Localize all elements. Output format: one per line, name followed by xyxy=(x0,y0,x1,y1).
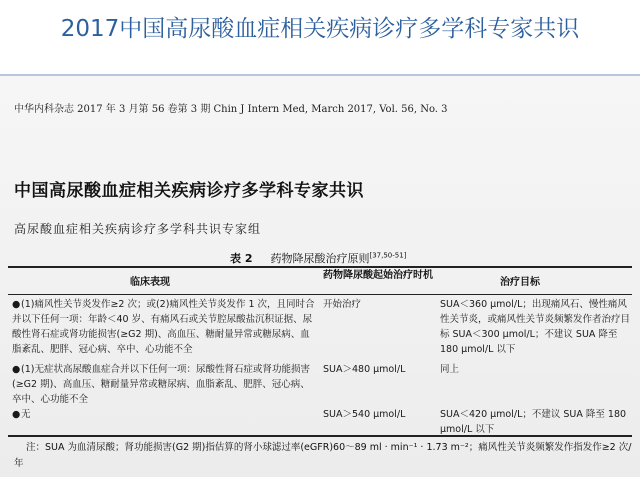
header-clinical: 临床表现 xyxy=(130,277,170,288)
table-bottom-rule xyxy=(8,435,632,437)
table-note: 注：SUA 为血清尿酸；肾功能损害(G2 期)指估算的肾小球滤过率(eGFR)60～89 ml · min⁻¹ · 1.73 m⁻²；痛风性关节炎频繁发作指发作≥2 次/年 xyxy=(14,442,632,469)
table-caption-text: 药物降尿酸治疗原则 xyxy=(270,252,370,265)
row-target: SUA＜420 μmol/L；不建议 SUA 降至 180 μmol/L 以下 xyxy=(440,409,627,435)
table-row xyxy=(12,362,317,407)
slide-title: 2017中国高尿酸血症相关疾病诊疗多学科专家共识 xyxy=(60,16,580,42)
row-start: SUA＞540 μmol/L xyxy=(323,409,406,420)
document-title: 中国高尿酸血症相关疾病诊疗多学科专家共识 xyxy=(14,181,364,201)
row-start: SUA＞480 μmol/L xyxy=(323,364,406,375)
header-start: 药物降尿酸起始治疗时机 xyxy=(323,270,433,281)
row-clinical: (1)无症状高尿酸血症合并以下任何一项：尿酸性肾石症或肾功能损害(≥G2 期)、高血压、糖耐量异常或糖尿病、血脂紊乱、肥胖、冠心病、卒中、心功能不全 xyxy=(12,364,310,405)
row-bullet: ● xyxy=(12,299,21,310)
row-target: 同上 xyxy=(440,364,460,375)
row-start: 开始治疗 xyxy=(323,299,362,310)
row-clinical: (1)痛风性关节炎发作≥2 次；或(2)痛风性关节炎发作 1 次，且同时合并以下任何一项：年龄＜40 岁、有痛风石或关节腔尿酸盐沉积证据、尿酸性肾石症或肾功能损害(≥G2 期)、高血压、糖耐量异常或糖尿病、血脂紊乱、肥胖、冠心病、卒中、心功能不全 xyxy=(12,299,315,355)
document-author: 高尿酸血症相关疾病诊疗多学科共识专家组 xyxy=(14,222,262,236)
table-caption xyxy=(230,250,406,266)
row-clinical: 无 xyxy=(21,409,31,420)
table-header-rule xyxy=(8,294,632,295)
table-caption-refs: [37,50-51] xyxy=(369,251,407,260)
table-row xyxy=(12,297,317,357)
row-bullet: ● xyxy=(12,409,21,420)
table-number: 表 2 xyxy=(230,252,253,265)
journal-header: 中华内科杂志 2017 年 3 月第 56 卷第 3 期 Chin J Intern Med, March 2017, Vol. 56, No. 3 xyxy=(14,104,448,115)
table-top-rule xyxy=(8,266,632,268)
table-row xyxy=(12,407,317,422)
header-target: 治疗目标 xyxy=(500,277,540,288)
title-divider xyxy=(0,74,640,76)
row-target: SUA＜360 μmol/L；出现痛风石、慢性痛风性关节炎，或痛风性关节炎频繁发作者治疗目标 SUA＜300 μmol/L；不建议 SUA 降至 180 μmol/L 以下 xyxy=(440,299,631,355)
row-bullet: ● xyxy=(12,364,21,375)
